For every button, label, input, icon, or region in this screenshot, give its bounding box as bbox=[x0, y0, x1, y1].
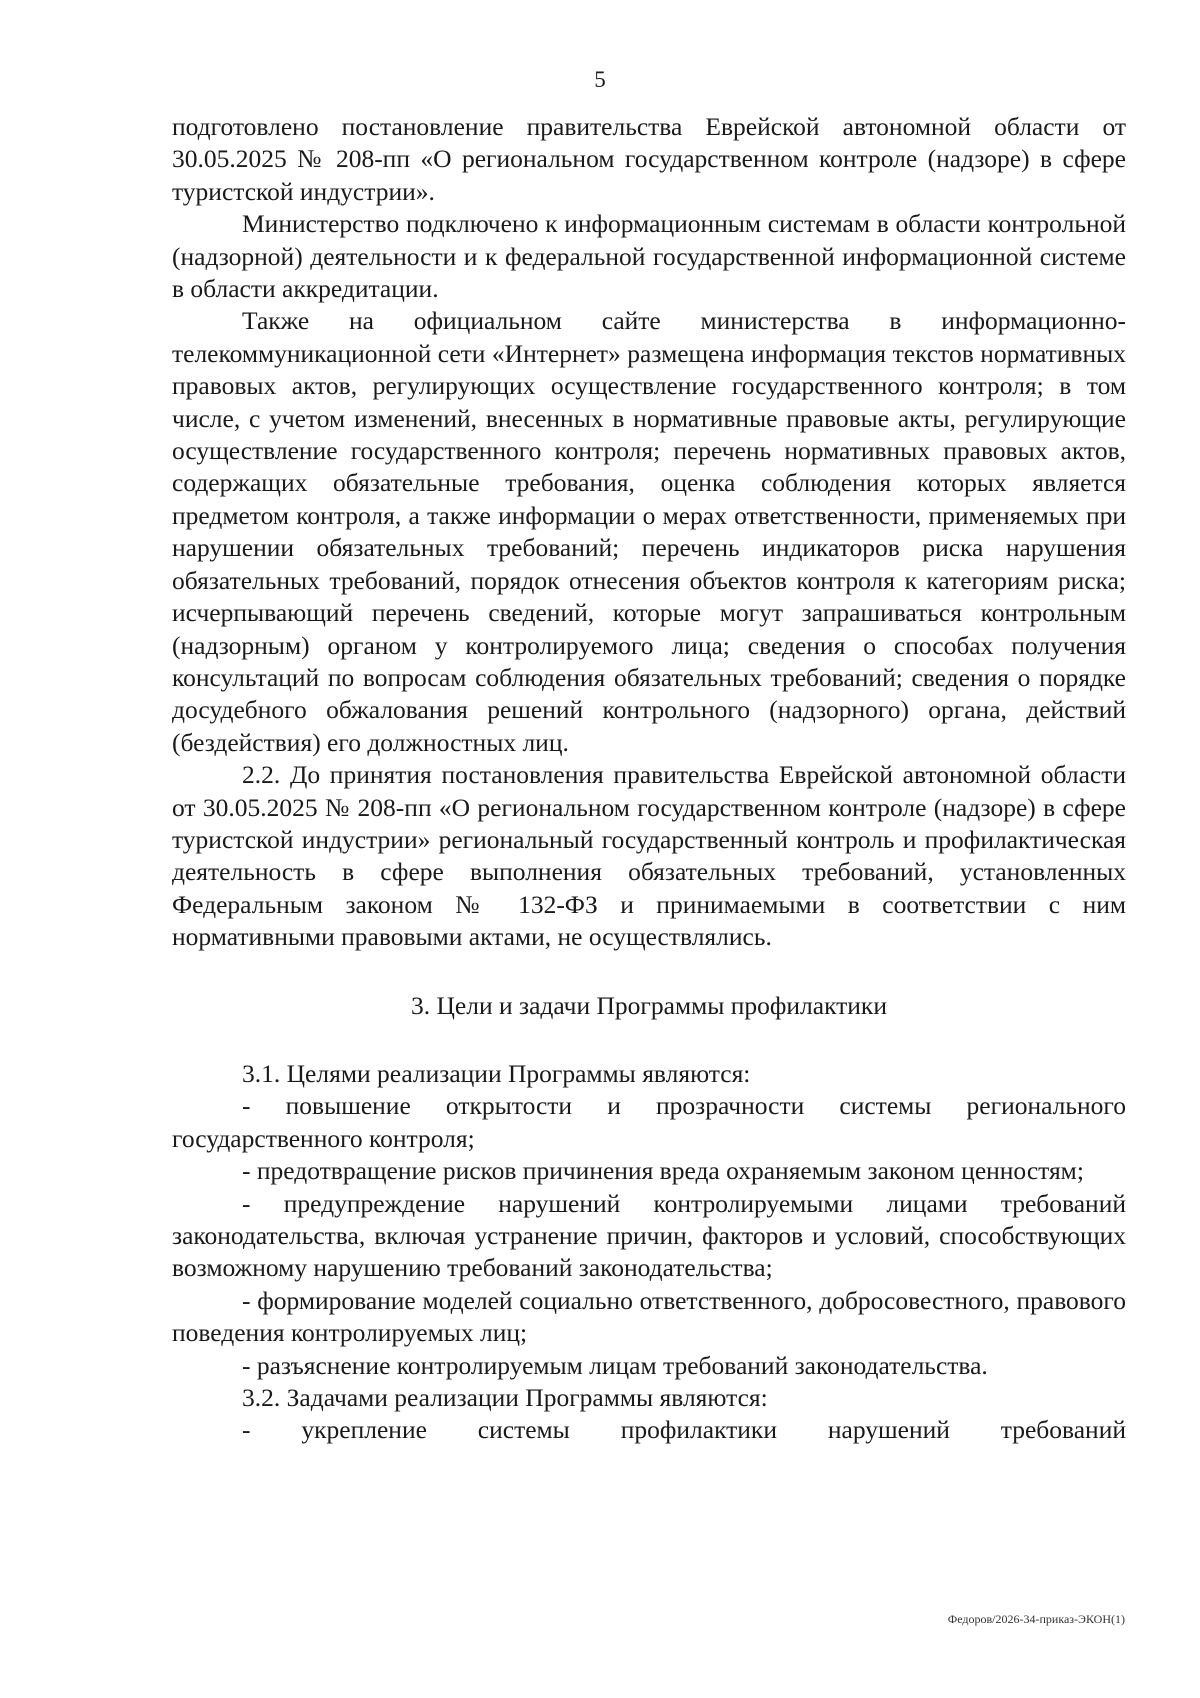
section-paragraph-4: - предупреждение нарушений контролируемыми лицами требований законодательства, включая устранение причин, факторов и условий, способствующих возможному нарушению требований законодательства; bbox=[172, 1188, 1126, 1283]
paragraph-1: подготовлено постановление правительства Еврейской автономной области от 30.05.2025 № 208-пп «О региональном государственном контроле (надзоре) в сфере туристской индустрии». bbox=[172, 112, 1126, 206]
paragraph-4: 2.2. До принятия постановления правительства Еврейской автономной области от 30.05.2025 № 208-пп «О региональном государственном контроле (надзоре) в сфере туристской индустрии» региональный государственный контроль и профилактическая деятельность в сфере выполнения обязательных требований, установленных Федеральным законом № 132-ФЗ и принимаемыми в соответствии с ним нормативными правовыми актами, не осуществлялись. bbox=[172, 760, 1126, 952]
page-number: 5 bbox=[594, 67, 606, 92]
section-paragraph-8: - укрепление системы профилактики нарушений требований bbox=[242, 1415, 1126, 1445]
paragraph-3: Также на официальном сайте министерства в информационно-телекоммуникационной сети «Интернет» размещена информация текстов нормативных правовых актов, регулирующих осуществление государственного контроля; в том числе, с учетом изменений, внесенных в нормативные правовые акты, регулирующие осуществление государственного контроля; перечень нормативных правовых актов, содержащих обязательные требования, оценка соблюдения которых является предметом контроля, а также информации о мерах ответственности, применяемых при нарушении обязательных требований; перечень индикаторов риска нарушения обязательных требований, порядок отнесения объектов контроля к категориям риска; исчерпывающий перечень сведений, которые могут запрашиваться контрольным (надзорным) органом у контролируемого лица; сведения о способах получения консультаций по вопросам соблюдения обязательных требований; сведения о порядке досудебного обжалования решений контрольного (надзорного) органа, действий (бездействия) его должностных лиц. bbox=[172, 306, 1126, 757]
section-paragraph-7: 3.2. Задачами реализации Программы являются: bbox=[242, 1383, 768, 1413]
document-footer-code: Федоров/2026-34-приказ-ЭКОН(1) bbox=[947, 1612, 1125, 1626]
section-paragraph-1: 3.1. Целями реализации Программы являются: bbox=[242, 1058, 751, 1088]
section-paragraph-6: - разъяснение контролируемым лицам требований законодательства. bbox=[242, 1350, 988, 1380]
section-paragraph-2: - повышение открытости и прозрачности системы регионального государственного контроля; bbox=[172, 1091, 1126, 1153]
paragraph-2: Министерство подключено к информационным системам в области контрольной (надзорной) деятельности и к федеральной государственной информационной системе в области аккредитации. bbox=[172, 209, 1126, 304]
section-paragraph-5: - формирование моделей социально ответственного, добросовестного, правового поведения контролируемых лиц; bbox=[172, 1285, 1126, 1348]
section-paragraph-3: - предотвращение рисков причинения вреда охраняемым законом ценностям; bbox=[242, 1156, 1084, 1186]
section-heading: 3. Цели и задачи Программы профилактики bbox=[411, 990, 887, 1020]
document-body bbox=[172, 111, 1126, 1447]
